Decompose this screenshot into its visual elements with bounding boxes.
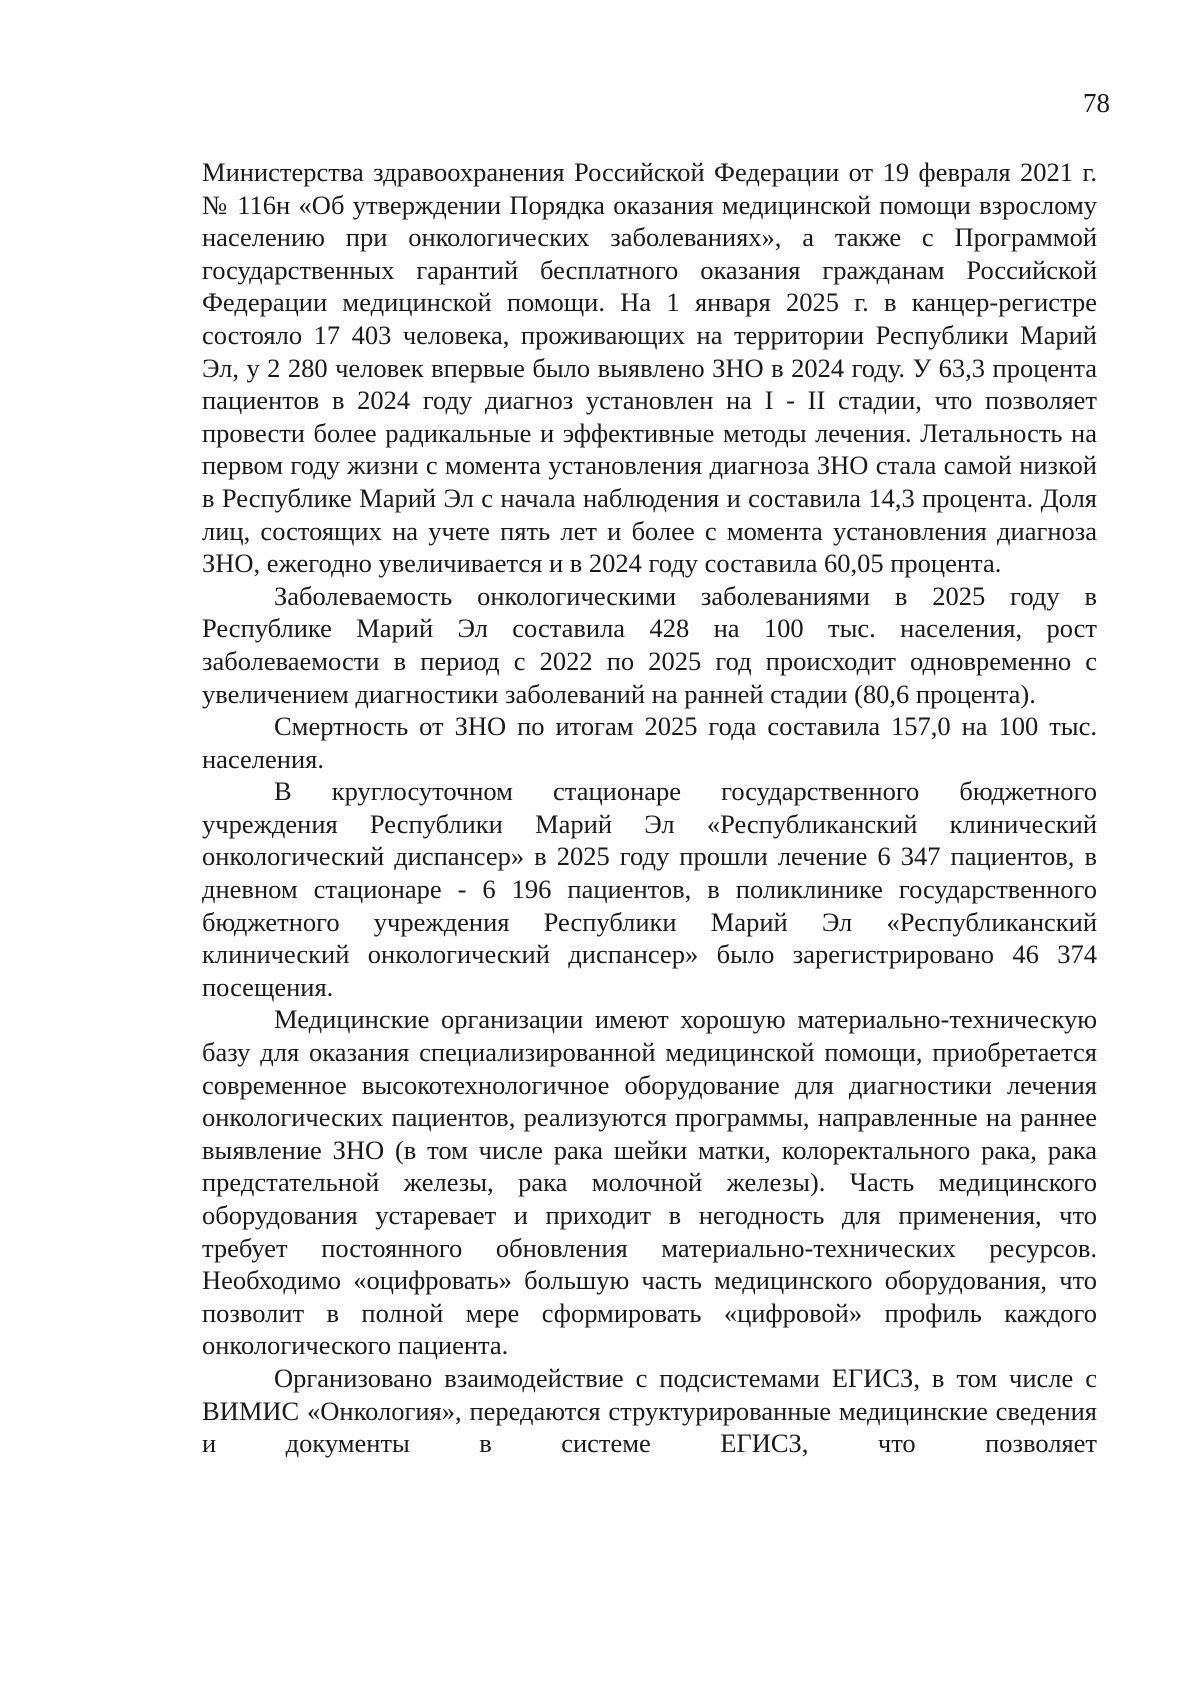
paragraph-equipment: Медицинские организации имеют хорошую материально-техническую базу для оказания специализированной медицинской помощи, приобретается современное высокотехнологичное оборудование для диагностики лечения онкологических пациентов, реализуются программы, направленные на раннее выявление ЗНО (в том числе рака шейки матки, колоректального рака, рака предстательной железы, рака молочной железы). Часть медицинского оборудования устаревает и приходит в негодность для применения, что требует постоянного обновления материально-технических ресурсов. Необходимо «оцифровать» большую часть медицинского оборудования, что позволит в полной мере сформировать «цифровой» профиль каждого онкологического пациента. (202, 1004, 1097, 1361)
paragraph-egisz-interaction: Организовано взаимодействие с подсистемами ЕГИСЗ, в том числе с ВИМИС «Онкология», передаются структурированные медицинские сведения и документы в системе ЕГИСЗ, что позволяет (202, 1362, 1097, 1459)
page-number: 78 (1083, 88, 1110, 118)
paragraph-incidence: Заболеваемость онкологическими заболеваниями в 2025 году в Республике Марий Эл составила 428 на 100 тыс. населения, рост заболеваемости в период с 2022 по 2025 год происходит одновременно с увеличением диагностики заболеваний на ранней стадии (80,6 процента). (202, 580, 1097, 709)
paragraph-mortality: Смертность от ЗНО по итогам 2025 года составила 157,0 на 100 тыс. населения. (202, 711, 1097, 774)
paragraph-cancer-registry: Министерства здравоохранения Российской Федерации от 19 февраля 2021 г. № 116н «Об утверждении Порядка оказания медицинской помощи взрослому населению при онкологических заболеваниях», а также с Программой государственных гарантий бесплатного оказания гражданам Российской Федерации медицинской помощи. На 1 января 2025 г. в канцер-регистре состояло 17 403 человека, проживающих на территории Республики Марий Эл, у 2 280 человек впервые было выявлено ЗНО в 2024 году. У 63,3 процента пациентов в 2024 году диагноз установлен на I - II стадии, что позволяет провести более радикальные и эффективные методы лечения. Летальность на первом году жизни с момента установления диагноза ЗНО стала самой низкой в Республике Марий Эл с начала наблюдения и составила 14,3 процента. Доля лиц, состоящих на учете пять лет и более с момента установления диагноза ЗНО, ежегодно увеличивается и в 2024 году составила 60,05 процента. (202, 157, 1097, 579)
paragraph-hospital-treatment: В круглосуточном стационаре государственного бюджетного учреждения Республики Марий Эл «Республиканский клинический онкологический диспансер» в 2025 году прошли лечение 6 347 пациентов, в дневном стационаре - 6 196 пациентов, в поликлинике государственного бюджетного учреждения Республики Марий Эл «Республиканский клинический онкологический диспансер» было зарегистрировано 46 374 посещения. (202, 776, 1097, 1002)
document-body (202, 156, 1097, 1460)
